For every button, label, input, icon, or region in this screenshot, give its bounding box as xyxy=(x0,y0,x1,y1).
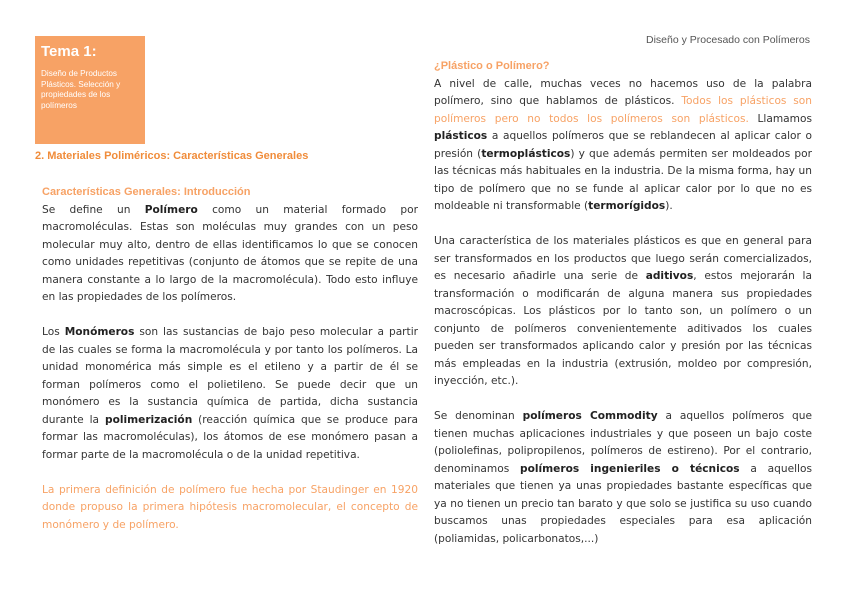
section-title: 2. Materiales Poliméricos: Características Generales xyxy=(35,150,309,162)
term-termoplasticos: termoplásticos xyxy=(481,147,571,160)
paragraph-monomeros: Los Monómeros son las sustancias de bajo peso molecular a partir de las cuales se forma la macromolécula y por tanto los polímeros. La unidad monomérica más simple es el etileno y a partir de él se forman polímeros como el polietileno. Se puede decir que un monómero es la sustancia química de partida, dicha sustancia durante la polimerización (reacción química que se produce para formar las macromoléculas), los átomos de ese monómero pasan a formar parte de la macromolécula o de la unidad repetitiva. xyxy=(42,326,419,461)
right-subheading: ¿Plástico o Polímero? xyxy=(434,60,550,72)
term-plasticos: plásticos xyxy=(434,130,488,142)
document-header-title: Diseño y Procesado con Polímeros xyxy=(646,34,810,46)
paragraph-polimero: Se define un Polímero como un material formado por macromoléculas. Estas son moléculas muy grandes con un peso molecular muy alto, dentro de ellas identificamos lo que se conocen como unidades repetitivas (conjunto de átomos que se repite de una manera constante a lo largo de la macromolécula). Todo esto influye en las propiedades de los polímeros. xyxy=(42,203,418,303)
term-termorigidos: termorígidos xyxy=(588,200,666,212)
term-polimero: Polímero xyxy=(144,203,198,216)
topic-title: Tema 1: xyxy=(41,43,97,60)
topic-subtitle: Diseño de Productos Plásticos. Selección y propiedades de los polímeros xyxy=(41,69,121,110)
topic-box xyxy=(35,36,145,144)
paragraph-aditivos: Una característica de los materiales plásticos es que en general para ser transformados en los productos que luego serán comercializados, es necesario añadirle una serie de aditivos, estos mejorarán la transformación o modificarán de alguna manera sus propiedades macroscópicas. Los plásticos por lo tanto son, un polímero o un conjunto de polímeros convenientemente aditivados los cuales pueden ser transformados aplicando calor y presión por las técnicas más empleadas en la industria (extrusión, moldeo por compresión, inyección, etc.). xyxy=(434,235,812,387)
term-ingenieriles: polímeros ingenieriles o técnicos xyxy=(520,462,740,475)
left-subheading: Características Generales: Introducción xyxy=(42,186,251,198)
left-column xyxy=(42,184,418,534)
term-monomeros: Monómeros xyxy=(64,326,135,338)
paragraph-plastico-polimero: A nivel de calle, muchas veces no hacemos uso de la palabra polímero, sino que hablamos de plásticos. Todos los plásticos son polímeros pero no todos los polímeros son plásticos. Llamamos plásticos a aquellos polímeros que se reblandecen al aplicar calor o presión (termoplásticos) y que además permiten ser moldeados por las técnicas más habituales en la industria. De la misma forma, hay un tipo de polímero que no se funde al aplicar calor por lo que no es moldeable ni transformable (termorígidos). xyxy=(434,77,812,212)
term-polimerizacion: polimerización xyxy=(104,413,193,426)
paragraph-staudinger: La primera definición de polímero fue hecha por Staudinger en 1920 donde propuso la primera hipótesis macromolecular, el concepto de monómero y de polímero. xyxy=(42,483,418,531)
highlight-plasticos: Todos los plásticos son polímeros pero no todos los polímeros son plásticos. xyxy=(434,95,812,125)
right-column xyxy=(434,58,812,548)
term-commodity: polímeros Commodity xyxy=(522,410,658,422)
term-aditivos: aditivos xyxy=(645,270,694,282)
paragraph-commodity: Se denominan polímeros Commodity a aquellos polímeros que tienen muchas aplicaciones industriales y que poseen un bajo coste (poliolefinas, polipropilenos, polímeros de estireno). Por el contrario, denominamos polímeros ingenieriles o técnicos a aquellos materiales que tienen ya unas propiedades bastante específicas que ya no tienen un precio tan barato y que solo se justifica su uso cuando buscamos unas propiedades especiales para esa aplicación (poliamidas, policarbonatos,...) xyxy=(434,410,812,545)
